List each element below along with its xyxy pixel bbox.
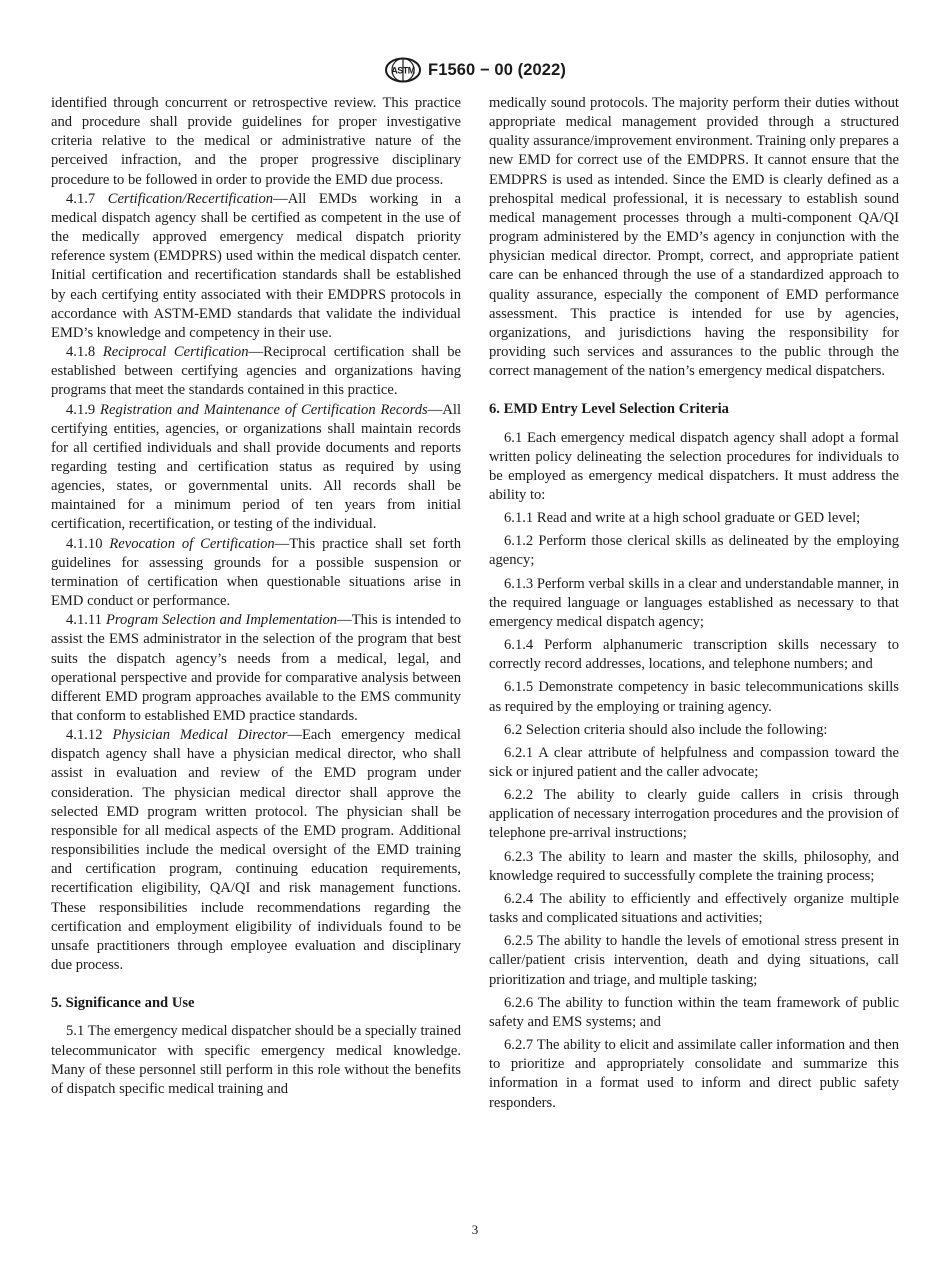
section-number: 4.1.8: [66, 344, 96, 361]
section-6-heading: 6. EMD Entry Level Selection Criteria: [489, 401, 729, 418]
astm-logo-icon: [384, 57, 422, 83]
section-6-2-1: 6.2.1 A clear attribute of helpfulness and compassion toward the sick or injured patient and the caller advocate;: [489, 744, 899, 780]
section-4-1-9: [51, 401, 461, 535]
section-6-1-2: 6.1.2 Perform those clerical skills as delineated by the employing agency;: [489, 533, 899, 569]
section-6-1-1: 6.1.1 Read and write at a high school graduate or GED level;: [504, 510, 861, 527]
section-4-1-8: [51, 343, 461, 400]
section-title: Registration and Maintenance of Certification Records: [100, 401, 428, 418]
section-number: 4.1.11: [66, 612, 102, 629]
right-column: [489, 94, 899, 1113]
section-title: Certification/Recertification: [107, 190, 274, 207]
section-number: 4.1.10: [66, 535, 103, 552]
section-6-2-3: 6.2.3 The ability to learn and master the skills, philosophy, and knowledge required to successfully complete the training process;: [489, 848, 899, 884]
section-4-1-10: [51, 535, 461, 612]
paragraph-continued: identified through concurrent or retrospective review. This practice and procedure shall provide guidelines for proper investigative criteria relative to the medical or administrative nature of the perceived infraction, and the proper progressive disciplinary procedure to be followed in order to provide the EMD due process.: [51, 95, 461, 188]
section-text: —All certifying entities, agencies, or organizations shall maintain records for all certified individuals and shall provide documents and reports regarding testing and certification status as required by using agencies, states, or governmental units. All records shall be maintained for a minimum period of ten years from initial certification, recertification, or testing of the individual.: [51, 401, 461, 533]
section-title: Program Selection and Implementation: [105, 612, 338, 629]
section-5-1: 5.1 The emergency medical dispatcher should be a specially trained telecommunicator with specific emergency medical knowledge. Many of these personnel still perform in this role without the benefits of dispatch specific medical training and: [51, 1023, 461, 1097]
section-6-2-5: 6.2.5 The ability to handle the levels of emotional stress present in caller/patient crisis intervention, death and dying situations, call prioritization and triage, and multiple tasking;: [489, 933, 899, 988]
section-number: 4.1.12: [66, 727, 103, 744]
section-4-1-12: [51, 726, 461, 975]
section-title: Revocation of Certification: [109, 535, 275, 552]
section-6-2-4: 6.2.4 The ability to efficiently and effectively organize multiple tasks and complicated situations and activities;: [489, 890, 899, 927]
section-text: —This is intended to assist the EMS administrator in the selection of the program that best suits the dispatch agency’s needs from a medical, legal, and operational perspective and provide for comparative analysis between different EMD program approaches available to the EMS community that conform to established EMD practice standards.: [51, 612, 461, 724]
section-4-1-7: [51, 190, 461, 343]
page-header: [0, 57, 950, 83]
section-text: —Each emergency medical dispatch agency shall have a physician medical director, who shall assist in evaluation and review of the EMD program under consideration. The physician medical director shall approve the selected EMD program written protocol. The physician shall be responsible for all medical aspects of the EMD program. Additional responsibilities include the medical oversight of the EMD training and certification program, continuing education requirements, recertification eligibility, QA/QI and risk management functions. These responsibilities include recommendations regarding the certification and employment eligibility of individuals found to be unsafe practitioners through employee evaluation and disciplinary due process.: [51, 727, 461, 974]
document-id: F1560 − 00 (2022): [428, 60, 566, 79]
section-number: 4.1.7: [66, 190, 96, 207]
page-number: 3: [471, 1222, 479, 1237]
section-text: —All EMDs working in a medical dispatch agency shall be certified as competent in the use of the medically approved emergency medical dispatch priority reference system (EMDPRS) used within the medical dispatch center. Initial certification and recertification standards shall be established by each certifying entity associated with their EMDPRS protocols in accordance with ASTM-EMD standards that validate the individual EMD’s knowledge and competency in their use.: [51, 190, 461, 341]
section-5-heading: 5. Significance and Use: [51, 995, 195, 1012]
section-6-2-2: 6.2.2 The ability to clearly guide callers in crisis through application of necessary interrogation procedures and the provision of telephone pre-arrival instructions;: [489, 787, 899, 842]
section-6-2: 6.2 Selection criteria should also include the following:: [504, 721, 828, 738]
section-6-1-4: 6.1.4 Perform alphanumeric transcription skills necessary to correctly record addresses, locations, and telephone numbers; and: [489, 637, 899, 673]
section-6-1: 6.1 Each emergency medical dispatch agency shall adopt a formal written policy delineating the selection procedures for individuals to be employed as emergency medical dispatchers. It must address the ability to:: [489, 429, 899, 503]
section-6-2-6: 6.2.6 The ability to function within the team framework of public safety and EMS systems; and: [489, 994, 899, 1030]
section-6-2-7: 6.2.7 The ability to elicit and assimilate caller information and then to prioritize and appropriately consolidate and summarize this information in a format used to inform and direct public safety responders.: [489, 1037, 899, 1111]
section-6-1-5: 6.1.5 Demonstrate competency in basic telecommunications skills as required by the employing or training agency.: [489, 679, 899, 715]
svg-text:ASTM: ASTM: [391, 65, 415, 76]
section-4-1-11: [51, 611, 461, 726]
left-column: [51, 94, 461, 1099]
section-text: —Reciprocal certification shall be established between certifying agencies and organizations having programs that meet the standards contained in this practice.: [51, 344, 461, 399]
paragraph-continued: medically sound protocols. The majority perform their duties without appropriate medical management provided through a structured quality assurance/improvement environment. Training only prepares a new EMD for correct use of the EMDPRS. It cannot ensure that the EMDPRS is used as intended. Since the EMD is clearly defined as a prehospital medical professional, it is necessary to establish sound medical management processes through a multi-component QA/QI program administered by the EMD’s agency in conjunction with the physician medical director. Prompt, correct, and appropriate patient care can be enhanced through the use of a standardized approach to quality assurance, especially the component of EMD performance assessment. This practice is intended for use by agencies, organizations, and jurisdictions having the responsibility for providing such services and assurances to the public through the correct management of the nation’s emergency medical dispatchers.: [489, 95, 899, 380]
section-title: Reciprocal Certification: [102, 344, 249, 361]
section-title: Physician Medical Director: [112, 727, 288, 744]
section-6-1-3: 6.1.3 Perform verbal skills in a clear and understandable manner, in the required language or languages established as necessary to that emergency medical dispatch agency;: [489, 575, 899, 630]
section-text: —This practice shall set forth guidelines for assessing grounds for a possible suspension or termination of certification when questionable situations arise in EMD conduct or performance.: [51, 535, 461, 610]
section-number: 4.1.9: [66, 401, 96, 418]
